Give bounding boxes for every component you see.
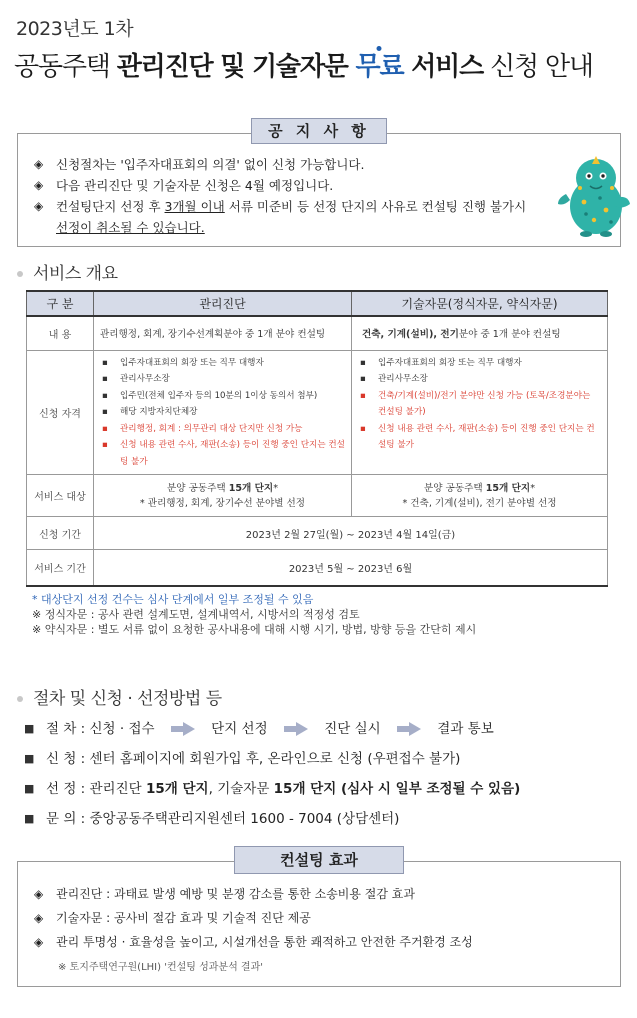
notice-title: 공 지 사 항 [251, 118, 387, 144]
service-period-value: 2023년 5월 ~ 2023년 6월 [94, 550, 608, 586]
notice-item: ◈ 신청절차는 '입주자대표회의 의결' 없이 신청 가능합니다. [34, 154, 526, 175]
list-item-warning: ▪ 신청 내용 관련 수사, 재판(소송) 등이 진행 중인 단지는 컨설팅 불가 [102, 437, 345, 470]
row-label-content: 내 용 [27, 316, 94, 350]
page-title: 공동주택 관리진단 및 기술자문 무료 서비스 신청 안내 [14, 52, 593, 82]
table-row [27, 475, 608, 517]
effect-item: ◈ 관리진단 : 과태료 발생 예방 및 분쟁 감소를 통한 소송비용 절감 효과 [34, 882, 473, 906]
step-notify: 결과 통보 [437, 721, 494, 737]
free-highlight: 무료 [355, 52, 404, 82]
list-item-warning: ▪ 신청 내용 관련 수사, 재판(소송) 등이 진행 중인 단지는 컨설팅 불가 [360, 421, 601, 454]
step-diagnose: 진단 실시 [324, 721, 381, 737]
effect-source: ※ 토지주택연구원(LHI) '컨설팅 성과분석 결과' [58, 962, 263, 973]
overview-heading: 서비스 개요 [17, 259, 118, 284]
effect-box [17, 851, 621, 987]
step-select: 단지 선정 [211, 721, 268, 737]
row-label-target: 서비스 대상 [27, 475, 94, 517]
col-header-technical: 기술자문(정식자문, 약식자문) [352, 291, 608, 316]
note-formal-advice: ※ 정식자문 : 공사 관련 설계도면, 설계내역서, 시방서의 적정성 검토 [32, 608, 360, 621]
bullet-dot-icon [17, 271, 23, 277]
procedure-heading: 절차 및 신청 · 선정방법 등 [17, 684, 222, 709]
row-label-service-period: 서비스 기간 [27, 550, 94, 586]
overview-notes [32, 592, 476, 637]
effect-list [34, 882, 473, 954]
bullet-dot-icon [17, 696, 23, 702]
list-item-warning: ▪ 건축/기계(설비)/전기 분야만 신청 가능 (토목/조경분야는 컨설팅 불가) [360, 388, 601, 421]
table-row [27, 316, 608, 350]
list-item: ▪ 해당 지방자치단체장 [102, 404, 345, 421]
procedure-list [24, 714, 520, 834]
list-item: ▪ 입주민(전체 입주자 등의 10분의 1이상 동의서 첨부) [102, 388, 345, 405]
table-row [27, 517, 608, 550]
step-apply: 신청 · 접수 [89, 721, 155, 737]
arrow-right-icon [397, 722, 421, 736]
col-header-category: 구 분 [27, 291, 94, 316]
table-row [27, 350, 608, 475]
content-technical: 건축, 기계(설비), 전기분야 중 1개 분야 컨설팅 [352, 316, 608, 350]
note-selection: * 대상단지 선정 건수는 심사 단계에서 일부 조정될 수 있음 [32, 593, 314, 606]
procedure-steps: ■ 절 차 : 신청 · 접수 단지 선정 진단 실시 결과 통보 [24, 714, 520, 744]
notice-item: ◈ 다음 관리진단 및 기술자문 신청은 4월 예정입니다. [34, 175, 526, 196]
list-item: ▪ 관리사무소장 [102, 371, 345, 388]
notice-list [34, 154, 526, 238]
row-label-apply-period: 신청 기간 [27, 517, 94, 550]
row-label-qualification: 신청 자격 [27, 350, 94, 475]
target-technical: 분양 공동주택 15개 단지* * 건축, 기계(설비), 전기 분야별 선정 [352, 475, 608, 517]
qualification-management [94, 350, 352, 475]
procedure-apply: ■ 신 청 : 센터 홈페이지에 회원가입 후, 온라인으로 신청 (우편접수 불가) [24, 744, 520, 774]
list-item-warning: ▪ 관리행정, 회계 : 의무관리 대상 단지만 신청 가능 [102, 421, 345, 438]
list-item: ▪ 입주자대표회의 회장 또는 직무 대행자 [360, 355, 601, 372]
arrow-right-icon [284, 722, 308, 736]
procedure-select: ■ 선 정 : 관리진단 15개 단지, 기술자문 15개 단지 (심사 시 일부 조정될 수 있음) [24, 774, 520, 804]
mascot-illustration [556, 148, 634, 238]
arrow-right-icon [171, 722, 195, 736]
list-item: ▪ 관리사무소장 [360, 371, 601, 388]
apply-period-value: 2023년 2월 27일(월) ~ 2023년 4월 14일(금) [94, 517, 608, 550]
effect-title: 컨설팅 효과 [234, 846, 404, 874]
service-overview-table [26, 290, 608, 587]
notice-box [17, 122, 621, 247]
qualification-technical [352, 350, 608, 475]
content-management: 관리행정, 회계, 장기수선계획분야 중 1개 분야 컨설팅 [94, 316, 352, 350]
list-item: ▪ 입주자대표회의 회장 또는 직무 대행자 [102, 355, 345, 372]
edition-label: 2023년도 1차 [16, 18, 134, 40]
target-management: 분양 공동주택 15개 단지* * 관리행정, 회계, 장기수선 분야별 선정 [94, 475, 352, 517]
table-row [27, 550, 608, 586]
table-header-row [27, 291, 608, 316]
effect-item: ◈ 기술자문 : 공사비 절감 효과 및 기술적 진단 제공 [34, 906, 473, 930]
note-brief-advice: ※ 약식자문 : 별도 서류 없이 요청한 공사내용에 대해 시행 시기, 방법, 방향 등을 간단히 제시 [32, 623, 477, 636]
procedure-contact: ■ 문 의 : 중앙공동주택관리지원센터 1600 - 7004 (상담센터) [24, 804, 520, 834]
notice-item: ◈ 컨설팅단지 선정 후 3개월 이내 서류 미준비 등 선정 단지의 사유로 컨설팅 진행 불가시 선정이 취소될 수 있습니다. [34, 196, 526, 238]
effect-item: ◈ 관리 투명성 · 효율성을 높이고, 시설개선을 통한 쾌적하고 안전한 주거환경 조성 [34, 930, 473, 954]
col-header-management: 관리진단 [94, 291, 352, 316]
